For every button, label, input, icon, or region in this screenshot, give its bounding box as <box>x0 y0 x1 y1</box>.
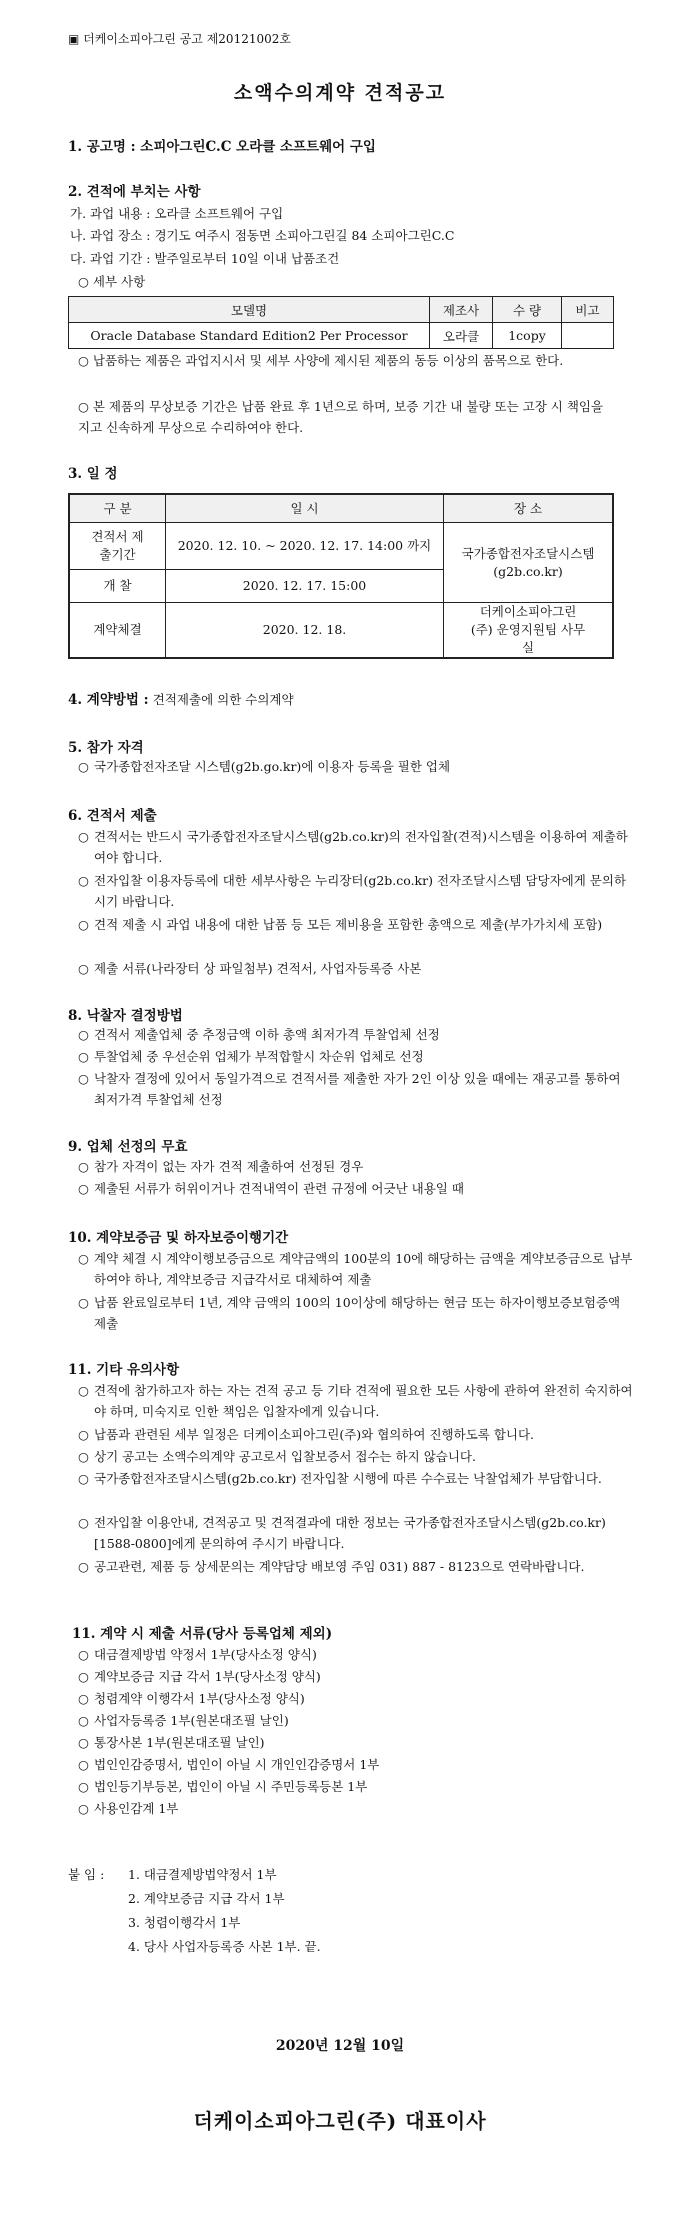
spec-header: 수 량 <box>493 297 562 323</box>
schedule-table <box>68 493 614 659</box>
list-item: ○ 계약 체결 시 계약이행보증금으로 계약금액의 100분의 10에 해당하는 금액을 계약보증금으로 납부하여야 하나, 계약보증금 지급각서로 대체하여 제출 <box>78 1251 633 1287</box>
section-2-line: 가. 과업 내용 : 오라클 소프트웨어 구입 <box>70 206 284 221</box>
list-item: ○ 견적에 참가하고자 하는 자는 견적 공고 등 기타 견적에 필요한 모든 사항에 관하여 완전히 숙지하여야 하며, 미숙지로 인한 책임은 입찰자에게 있습니다. <box>78 1383 633 1419</box>
attachment-item: 1. 대금결제방법약정서 1부 <box>128 1867 277 1882</box>
attachment-item: 4. 당사 사업자등록증 사본 1부. 끝. <box>128 1939 321 1954</box>
list-item: ○ 사업자등록증 1부(원본대조필 날인) <box>78 1713 289 1728</box>
table-row <box>69 323 614 349</box>
attachments-label: 붙 임 : <box>68 1867 105 1882</box>
schedule-label: 개 찰 <box>69 570 166 603</box>
spec-header: 비고 <box>562 297 614 323</box>
notice-date: 2020년 12월 10일 <box>275 2038 405 2054</box>
section-1-heading: 1. 공고명 : 소피아그린C.C 오라클 소프트웨어 구입 <box>68 139 376 155</box>
list-item: ○ 전자입찰 이용자등록에 대한 세부사항은 누리장터(g2b.co.kr) 전자조달시스템 담당자에게 문의하시기 바랍니다. <box>78 873 627 909</box>
list-item: ○ 견적서 제출업체 중 추정금액 이하 총액 최저가격 투찰업체 선정 <box>78 1027 440 1042</box>
list-item: ○ 법인인감증명서, 법인이 아닐 시 개인인감증명서 1부 <box>78 1757 380 1772</box>
schedule-header: 구 분 <box>69 494 166 523</box>
spec-header: 모델명 <box>69 297 430 323</box>
spec-table <box>68 296 614 349</box>
section-10-heading: 10. 계약보증금 및 하자보증이행기간 <box>68 1230 289 1246</box>
section-4-heading: 4. 계약방법 : <box>68 692 149 708</box>
list-item: ○ 참가 자격이 없는 자가 견적 제출하여 선정된 경우 <box>78 1159 364 1174</box>
spec-label: ○ 세부 사항 <box>78 274 146 289</box>
spec-note: ○ 본 제품의 무상보증 기간은 납품 완료 후 1년으로 하며, 보증 기간 내 불량 또는 고장 시 책임을 지고 신속하게 무상으로 수리하여야 한다. <box>78 399 604 435</box>
spec-note: ○ 납품하는 제품은 과업지시서 및 세부 사양에 제시된 제품의 동등 이상의 품목으로 한다. <box>78 353 564 368</box>
spec-cell: 오라클 <box>430 323 493 349</box>
spec-cell <box>562 323 614 349</box>
list-item: ○ 제출 서류(나라장터 상 파일첨부) 견적서, 사업자등록증 사본 <box>78 961 422 976</box>
documents-heading: 11. 계약 시 제출 서류(당사 등록업체 제외) <box>72 1626 333 1642</box>
list-item: ○ 국가종합전자조달시스템(g2b.co.kr) 전자입찰 시행에 따른 수수료는 낙찰업체가 부담합니다. <box>78 1471 602 1486</box>
list-item: ○ 통장사본 1부(원본대조필 날인) <box>78 1735 265 1750</box>
section-8-heading: 8. 낙찰자 결정방법 <box>68 1008 183 1024</box>
list-item: ○ 낙찰자 결정에 있어서 동일가격으로 견적서를 제출한 자가 2인 이상 있을 때에는 재공고를 통하여 최저가격 투찰업체 선정 <box>78 1071 621 1107</box>
schedule-when: 2020. 12. 18. <box>166 603 444 659</box>
contract-method: 견적제출에 의한 수의계약 <box>152 692 294 707</box>
list-item: ○ 대금결제방법 약정서 1부(당사소정 양식) <box>78 1647 317 1662</box>
section-2-line: 나. 과업 장소 : 경기도 여주시 점동면 소피아그린길 84 소피아그린C.C <box>70 228 455 243</box>
list-item: ○ 전자입찰 이용안내, 견적공고 및 견적결과에 대한 정보는 국가종합전자조달시스템(g2b.co.kr)[1588-0800]에게 문의하여 주시기 바랍니다. <box>78 1515 606 1551</box>
page-title: 소액수의계약 견적공고 <box>233 82 447 104</box>
table-row <box>69 523 613 570</box>
list-item: ○ 제출된 서류가 허위이거나 견적내역이 관련 규정에 어긋난 내용일 때 <box>78 1181 464 1196</box>
schedule-when: 2020. 12. 17. 15:00 <box>166 570 444 603</box>
schedule-place: 더케이소피아그린(주) 운영지원팀 사무실 <box>444 603 614 659</box>
table-row <box>69 603 613 659</box>
schedule-label: 계약체결 <box>69 603 166 659</box>
schedule-header: 장 소 <box>444 494 614 523</box>
list-item: ○ 청렴계약 이행각서 1부(당사소정 양식) <box>78 1691 305 1706</box>
section-2-line: 다. 과업 기간 : 발주일로부터 10일 이내 납품조건 <box>70 251 340 266</box>
spec-cell: Oracle Database Standard Edition2 Per Processor <box>69 323 430 349</box>
attachment-item: 3. 청렴이행각서 1부 <box>128 1915 241 1930</box>
list-item: ○ 납품 완료일로부터 1년, 계약 금액의 100의 10이상에 해당하는 현금 또는 하자이행보증보험증액 제출 <box>78 1295 621 1331</box>
list-item: ○ 상기 공고는 소액수의계약 공고로서 입찰보증서 접수는 하지 않습니다. <box>78 1449 476 1464</box>
section-6-heading: 6. 견적서 제출 <box>68 808 157 824</box>
notice-number: ▣ 더케이소피아그린 공고 제20121002호 <box>68 32 291 46</box>
section-2-heading: 2. 견적에 부치는 사항 <box>68 184 201 200</box>
schedule-label: 견적서 제출기간 <box>69 523 166 570</box>
schedule-when: 2020. 12. 10. ~ 2020. 12. 17. 14:00 까지 <box>166 523 444 570</box>
spec-header: 제조사 <box>430 297 493 323</box>
section-11-heading: 11. 기타 유의사항 <box>68 1362 180 1378</box>
list-item: ○ 법인등기부등본, 법인이 아닐 시 주민등록등본 1부 <box>78 1779 368 1794</box>
section-9-heading: 9. 업체 선정의 무효 <box>68 1139 188 1155</box>
section-5-heading: 5. 참가 자격 <box>68 740 144 756</box>
schedule-place: 국가종합전자조달시스템 (g2b.co.kr) <box>444 523 614 603</box>
list-item: ○ 견적 제출 시 과업 내용에 대한 납품 등 모든 제비용을 포함한 총액으로 제출(부가가치세 포함) <box>78 917 603 932</box>
attachment-item: 2. 계약보증금 지급 각서 1부 <box>128 1891 285 1906</box>
list-item: ○ 국가종합전자조달 시스템(g2b.go.kr)에 이용자 등록을 필한 업체 <box>78 759 451 774</box>
spec-cell: 1copy <box>493 323 562 349</box>
list-item: ○ 견적서는 반드시 국가종합전자조달시스템(g2b.co.kr)의 전자입찰(견적)시스템을 이용하여 제출하여야 합니다. <box>78 829 628 865</box>
signature: 더케이소피아그린(주) 대표이사 <box>193 2109 487 2133</box>
list-item: ○ 사용인감계 1부 <box>78 1801 179 1816</box>
list-item: ○ 투찰업체 중 우선순위 업체가 부적합할시 차순위 업체로 선정 <box>78 1049 424 1064</box>
list-item: ○ 공고관련, 제품 등 상세문의는 계약담당 배보영 주임 031) 887 - 8123으로 연락바랍니다. <box>78 1559 585 1574</box>
list-item: ○ 납품과 관련된 세부 일정은 더케이소피아그린(주)와 협의하여 진행하도록 합니다. <box>78 1427 535 1442</box>
list-item: ○ 계약보증금 지급 각서 1부(당사소정 양식) <box>78 1669 321 1684</box>
section-3-heading: 3. 일 정 <box>68 466 118 482</box>
schedule-header: 일 시 <box>166 494 444 523</box>
